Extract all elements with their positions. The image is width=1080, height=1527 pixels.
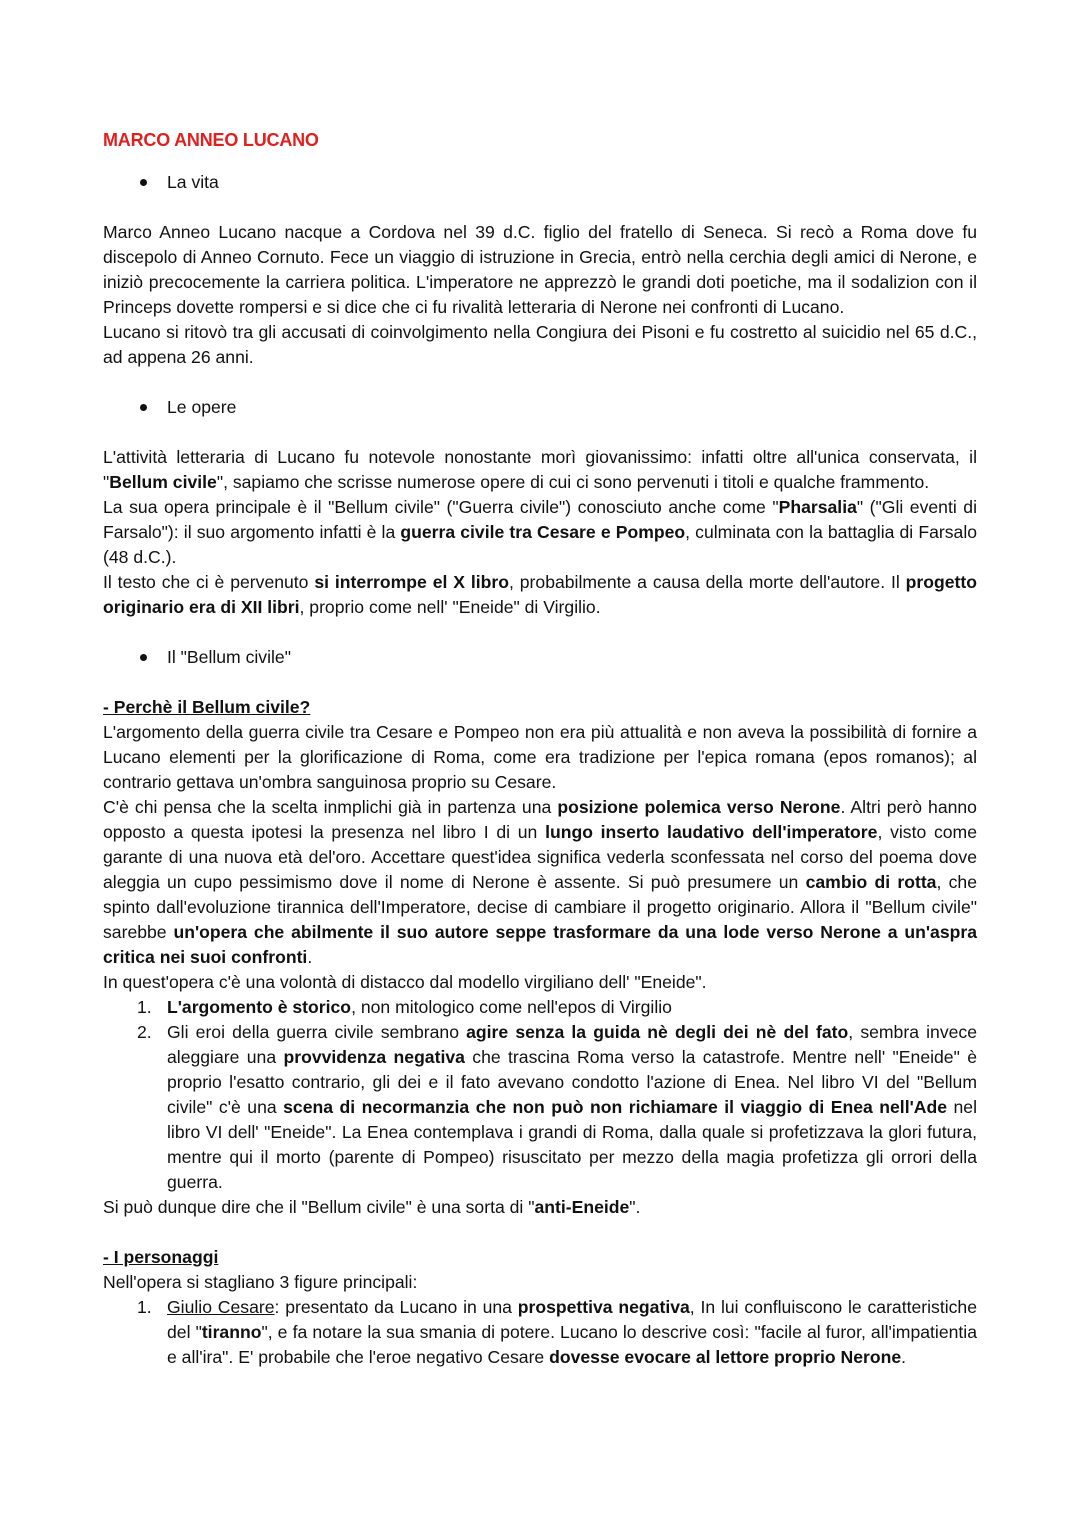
paragraph: Nell'opera si stagliano 3 figure principali: xyxy=(103,1272,418,1292)
paragraph: In quest'opera c'è una volontà di distacco dal modello virgiliano dell' "Eneide". xyxy=(103,972,707,992)
paragraph: L'argomento della guerra civile tra Cesare e Pompeo non era più attualità e non aveva la possibilità di fornire a Lucano elementi per la glorificazione di Roma, come era tradizione per l'epica romana (epos romanos); al contrario gettava un'ombra sanguinosa proprio su Cesare. xyxy=(103,722,977,792)
paragraph: Marco Anneo Lucano nacque a Cordova nel 39 d.C. figlio del fratello di Seneca. Si recò a Roma dove fu discepolo di Anneo Cornuto. Fece un viaggio di istruzione in Grecia, entrò nella cerchia degli amici di Nerone, e iniziò precocemente la carriera politica. L'imperatore ne apprezzò le grandi doti poetiche, ma il sodalizion con il Princeps dovette rompersi e si dice che ci fu rivalità letteraria di Nerone nei confronti di Lucano. xyxy=(103,222,977,317)
paragraph: La sua opera principale è il "Bellum civile" ("Guerra civile") conosciuto anche come "Pharsalia" ("Gli eventi di Farsalo"): il suo argomento infatti è la guerra civile tra Cesare e Pompeo, culminata con la battaglia di Farsalo (48 d.C.). xyxy=(103,497,978,567)
document-page xyxy=(103,128,977,1370)
paragraph: C'è chi pensa che la scelta inmplichi già in partenza una posizione polemica verso Nerone. Altri però hanno opposto a questa ipotesi la presenza nel libro I di un lungo inserto laudativo dell'imperatore, visto come garante di una nuova età del'oro. Accettare quest'idea significa vederla sconfessata nel corso del poema dove aleggia un cupo pessimismo dove il nome di Nerone è assente. Si può presumere un cambio di rotta, che spinto dall'evoluzione tirannica dell'Imperatore, decise di cambiare il progetto originario. Allora il "Bellum civile" sarebbe un'opera che abilmente il suo autore seppe trasformare da una lode verso Nerone a un'aspra critica nei suoi confronti. xyxy=(103,797,977,967)
paragraph: Si può dunque dire che il "Bellum civile" è una sorta di "anti-Eneide". xyxy=(103,1197,641,1217)
paragraph: Il testo che ci è pervenuto si interrompe el X libro, probabilmente a causa della morte dell'autore. Il progetto originario era di XII libri, proprio come nell' "Eneide" di Virgilio. xyxy=(103,572,977,617)
list-item: 1. Giulio Cesare: presentato da Lucano in una prospettiva negativa, In lui confluiscono le caratteristiche del "tiranno", e fa notare la sua smania di potere. Lucano lo descrive così: "facile al furor, all'impatientia e all'ira". E' probabile che l'eroe negativo Cesare dovesse evocare al lettore proprio Nerone. xyxy=(137,1297,978,1367)
page-title: MARCO ANNEO LUCANO xyxy=(103,130,319,150)
heading-label: Il "Bellum civile" xyxy=(167,647,291,667)
subheading: - I personaggi xyxy=(103,1247,219,1267)
numbered-list xyxy=(103,1295,977,1370)
heading-label: Le opere xyxy=(167,397,237,417)
paragraph: Lucano si ritovò tra gli accusati di coinvolgimento nella Congiura dei Pisoni e fu costretto al suicidio nel 65 d.C., ad appena 26 anni. xyxy=(103,322,977,367)
section-heading-vita xyxy=(103,170,977,195)
heading-label: La vita xyxy=(167,172,219,192)
section-heading-opere xyxy=(103,395,977,420)
section-heading-bellum xyxy=(103,645,977,670)
subheading: - Perchè il Bellum civile? xyxy=(103,697,311,717)
bullet-icon xyxy=(140,179,147,186)
bullet-icon xyxy=(140,404,147,411)
bullet-icon xyxy=(140,654,147,661)
paragraph: L'attività letteraria di Lucano fu notevole nonostante morì giovanissimo: infatti oltre all'unica conservata, il "Bellum civile", sapiamo che scrisse numerose opere di cui ci sono pervenuti i titoli e qualche frammento. xyxy=(103,447,977,492)
numbered-list xyxy=(103,995,977,1195)
list-item: 1. L'argomento è storico, non mitologico come nell'epos di Virgilio xyxy=(137,997,672,1017)
list-item: 2. Gli eroi della guerra civile sembrano agire senza la guida nè degli dei nè del fato, sembra invece aleggiare una provvidenza negativa che trascina Roma verso la catastrofe. Mentre nell' "Eneide" è proprio l'esatto contrario, gli dei e il fato avevano condotto l'azione di Enea. Nel libro VI del "Bellum civile" c'è una scena di necormanzia che non può non richiamare il viaggio di Enea nell'Ade nel libro VI dell' "Eneide". La Enea contemplava i grandi di Roma, dalla quale si profetizzava la glori futura, mentre qui il morto (parente di Pompeo) risuscitato per mezzo della magia profetizza gli orrori della guerra. xyxy=(137,1022,977,1192)
